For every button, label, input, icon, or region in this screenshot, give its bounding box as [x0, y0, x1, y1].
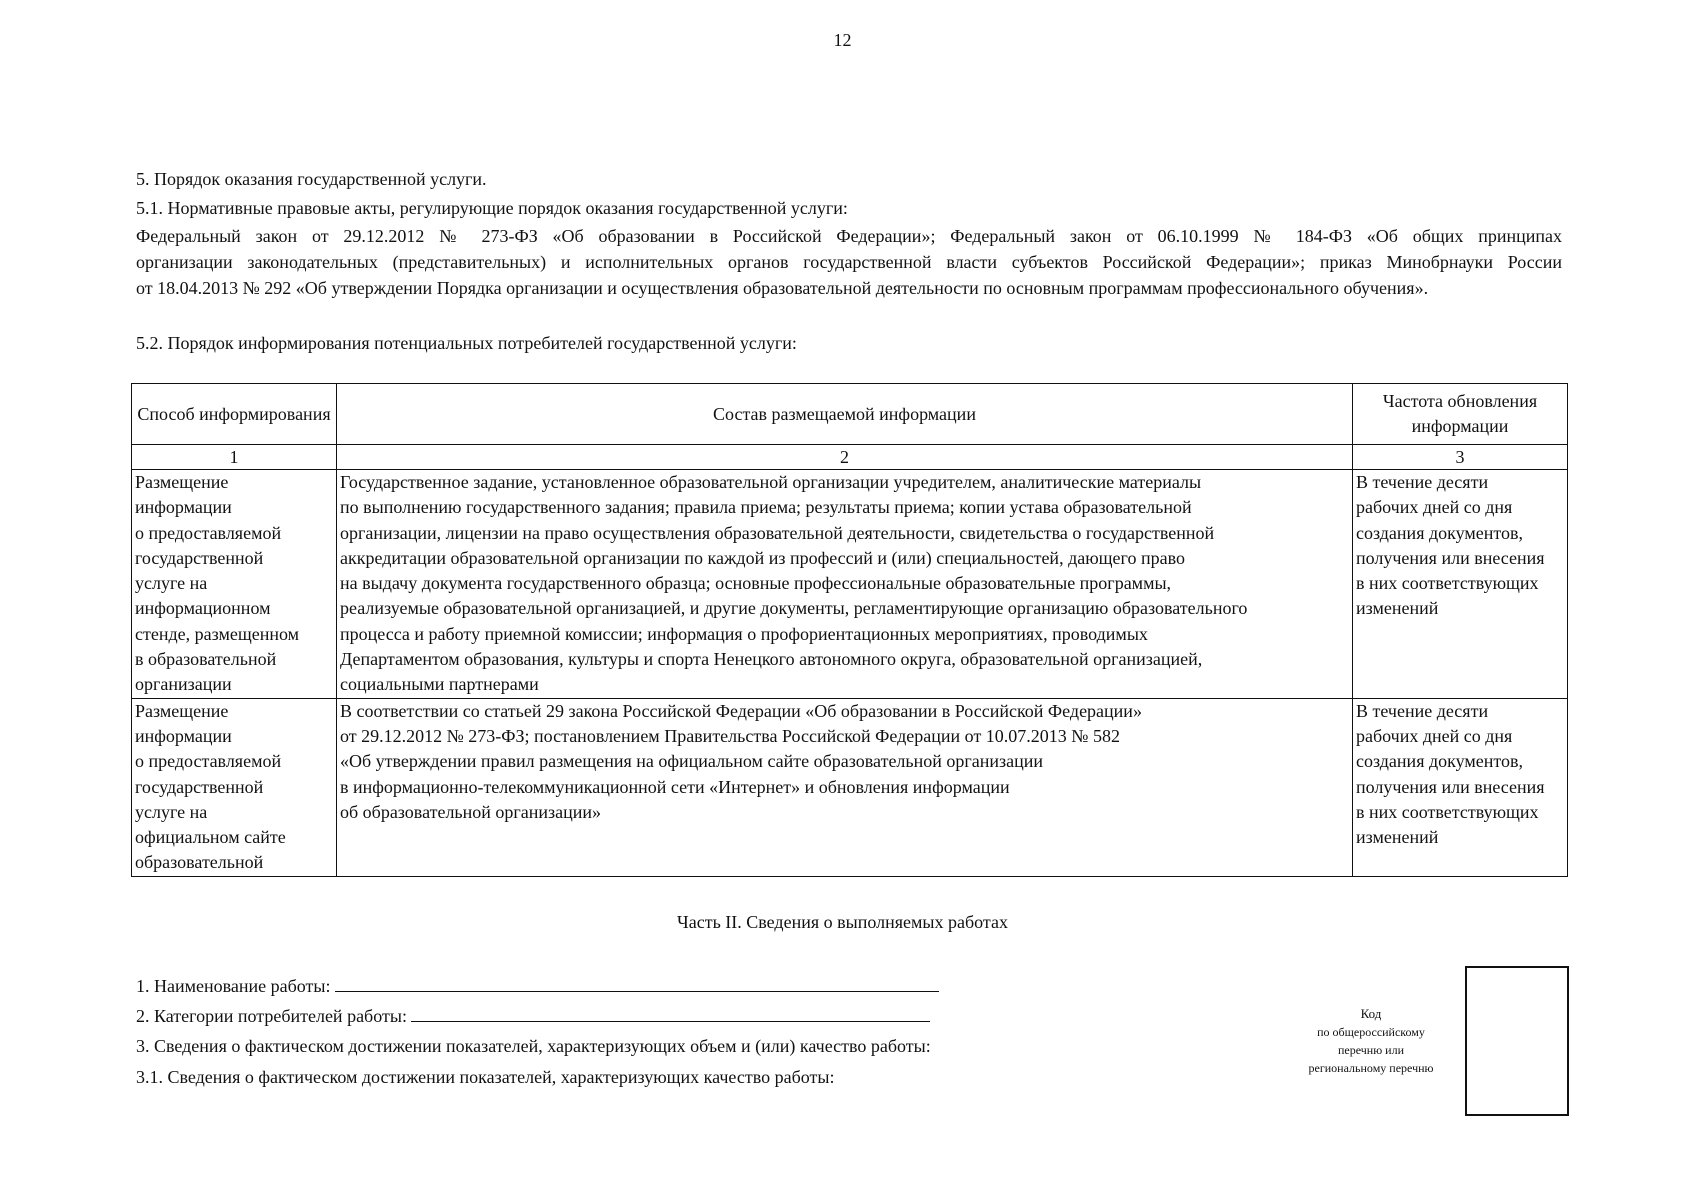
text-line: социальными партнерами — [340, 674, 539, 695]
code-label-line: перечню или — [1337, 1043, 1405, 1057]
text-line: о предоставляемой — [135, 751, 282, 772]
text-line: аккредитации образовательной организации по каждой из профессий и (или) специальностей, дающего право — [340, 547, 1185, 568]
text-line: образовательной — [135, 852, 264, 873]
text-line: организации, лицензии на право осуществления образовательной деятельности, свидетельства о государственной — [340, 522, 1215, 543]
table-header-row — [132, 384, 1568, 445]
column-number-2: 2 — [337, 445, 1353, 470]
text-line: по выполнению государственного задания; правила приема; результаты приема; копии устава образовательной — [340, 497, 1192, 518]
header-method: Способ информирования — [132, 384, 337, 445]
text-line: государственной — [135, 547, 264, 568]
text-line: получения или внесения — [1356, 547, 1545, 568]
text-line: государственной — [135, 776, 264, 797]
work-name-row — [136, 973, 939, 999]
text-line: получения или внесения — [1356, 776, 1545, 797]
text-line: изменений — [1356, 598, 1439, 619]
text-line: в информационно-телекоммуникационной сети «Интернет» и обновления информации — [340, 776, 1010, 797]
row-1-method — [132, 470, 337, 699]
work-name-label: 1. Наименование работы: — [136, 976, 331, 996]
table-row — [132, 470, 1568, 699]
code-label — [1286, 1005, 1456, 1077]
section-3-1-title: 3.1. Сведения о фактическом достижении показателей, характеризующих качество работы: — [136, 1067, 835, 1087]
information-table — [131, 383, 1568, 877]
column-number-3: 3 — [1353, 445, 1568, 470]
text-line: услуге на — [135, 573, 208, 594]
consumer-categories-label: 2. Категории потребителей работы: — [136, 1006, 407, 1026]
text-line: в образовательной — [135, 649, 277, 670]
text-line: в них соответствующих — [1356, 801, 1539, 822]
code-box[interactable] — [1465, 966, 1569, 1116]
part-2-title: Часть II. Сведения о выполняемых работах — [677, 912, 1008, 932]
text-line: на выдачу документа государственного образца; основные профессиональные образовательные программы, — [340, 573, 1172, 594]
row-2-method — [132, 698, 337, 876]
text-line: об образовательной организации» — [340, 801, 602, 822]
text-line: реализуемые образовательной организацией, и другие документы, регламентирующие организацию образовательного — [340, 598, 1248, 619]
code-label-line: Код — [1360, 1006, 1382, 1021]
section-5-1-title: 5.1. Нормативные правовые акты, регулирующие порядок оказания государственной услуги: — [136, 198, 848, 218]
text-line: создания документов, — [1356, 522, 1524, 543]
text-line: в них соответствующих — [1356, 573, 1539, 594]
column-number-1: 1 — [132, 445, 337, 470]
text-line: от 29.12.2012 № 273-ФЗ; постановлением Правительства Российской Федерации от 10.07.2013 № 582 — [340, 725, 1120, 746]
text-line: Размещение — [135, 700, 229, 721]
text-line: В течение десяти — [1356, 472, 1489, 492]
legal-acts-line-2: организации законодательных (представительных) и исполнительных органов государственной власти субъектов Российской Федерации»; приказ Минобрнауки России — [136, 252, 1562, 272]
table-row — [132, 698, 1568, 876]
text-line: Размещение — [135, 472, 229, 492]
section-5-2-title: 5.2. Порядок информирования потенциальных потребителей государственной услуги: — [136, 333, 797, 353]
legal-acts-line-3: от 18.04.2013 № 292 «Об утверждении Порядка организации и осуществления образовательной деятельности по основным программам профессионального обучения». — [136, 278, 1429, 298]
consumer-categories-row — [136, 1003, 930, 1029]
text-line: Государственное задание, установленное образовательной организации учредителем, аналитические материалы — [340, 472, 1202, 492]
legal-acts-line-1: Федеральный закон от 29.12.2012 № 273-ФЗ «Об образовании в Российской Федерации»; Федеральный закон от 06.10.1999 № 184-ФЗ «Об общих принципах — [136, 226, 1562, 246]
page-number: 12 — [833, 30, 852, 50]
text-line: информационном — [135, 598, 271, 619]
header-frequency: Частота обновления информации — [1353, 384, 1568, 445]
section-3-title: 3. Сведения о фактическом достижении показателей, характеризующих объем и (или) качество работы: — [136, 1036, 931, 1056]
row-1-frequency — [1353, 470, 1568, 699]
text-line: процесса и работу приемной комиссии; информация о профориентационных мероприятиях, проводимых — [340, 623, 1148, 644]
text-line: о предоставляемой — [135, 522, 282, 543]
text-line: «Об утверждении правил размещения на официальном сайте образовательной организации — [340, 751, 1044, 772]
text-line: создания документов, — [1356, 751, 1524, 772]
row-1-content — [337, 470, 1353, 699]
text-line: информации — [135, 725, 232, 746]
text-line: рабочих дней со дня — [1356, 725, 1513, 746]
row-2-content — [337, 698, 1353, 876]
code-label-line: по общероссийскому — [1317, 1025, 1425, 1039]
text-line: Департаментом образования, культуры и спорта Ненецкого автономного округа, образовательной организацией, — [340, 649, 1203, 670]
text-line: изменений — [1356, 827, 1439, 848]
consumer-categories-field[interactable] — [411, 1003, 930, 1022]
table-number-row — [132, 445, 1568, 470]
text-line: организации — [135, 674, 232, 695]
row-2-frequency — [1353, 698, 1568, 876]
text-line: рабочих дней со дня — [1356, 497, 1513, 518]
text-line: официальном сайте — [135, 827, 286, 848]
text-line: В соответствии со статьей 29 закона Российской Федерации «Об образовании в Российской Федерации» — [340, 700, 1142, 721]
section-5-title: 5. Порядок оказания государственной услуги. — [136, 169, 487, 189]
code-label-line: региональному перечню — [1308, 1061, 1434, 1075]
text-line: В течение десяти — [1356, 700, 1489, 721]
legal-acts-paragraph — [136, 223, 1562, 301]
text-line: услуге на — [135, 801, 208, 822]
text-line: стенде, размещенном — [135, 623, 300, 644]
header-content: Состав размещаемой информации — [337, 384, 1353, 445]
work-name-field[interactable] — [335, 973, 939, 992]
text-line: информации — [135, 497, 232, 518]
